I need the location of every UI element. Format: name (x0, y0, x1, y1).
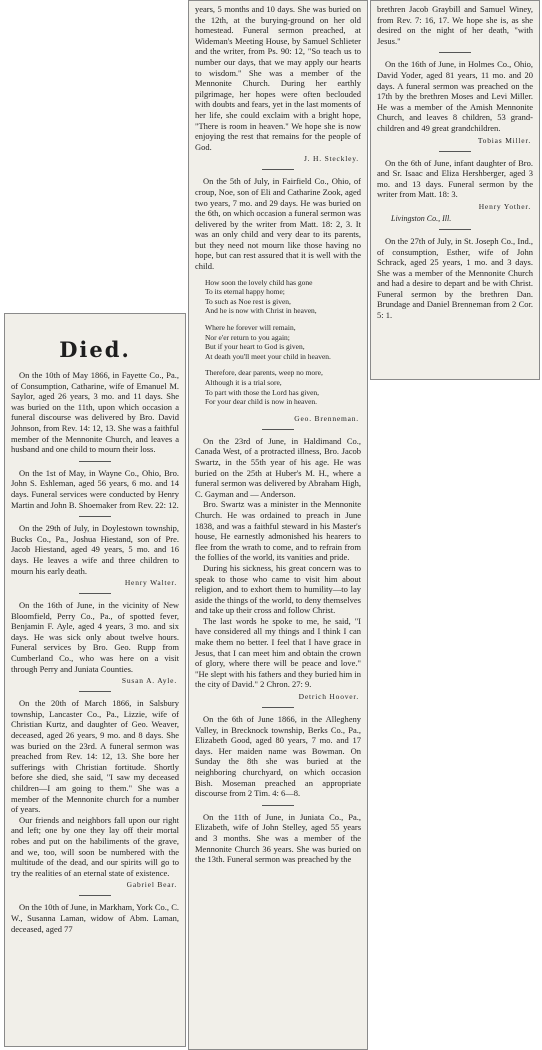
signature-steckley: J. H. Steckley. (303, 154, 359, 164)
swartz-notice: On the 23rd of June, in Haldimand Co., Canada West, of a protracted illness, Bro. Jacob Swartz, in the 55th year of his age. He was buried on the 25th at Huber's M. H., where a funeral sermon was delivered by Abraham High, C. Gayman and — Anderson. (195, 435, 361, 499)
poem-line: And he is now with Christ in heaven, (205, 306, 317, 316)
poem-line: To its eternal happy home; (205, 287, 285, 297)
eshleman-notice: On the 1st of May, in Wayne Co., Ohio, Bro. John S. Eshleman, aged 56 years, 6 mo. and 14 days. Funeral services were conducted by Henry Martin and John B. Shoemaker from Rev. 22: 12. (11, 467, 179, 510)
poem-line: To such as Noe rest is given, (205, 296, 291, 306)
signature-bear: Gabriel Bear. (126, 880, 177, 890)
signature-walter: Henry Walter. (124, 578, 177, 588)
hiestand-notice: On the 29th of July, in Doylestown township, Bucks Co., Pa., Joshua Hiestand, son of Pre. Jacob Hiestand, aged 49 years, 5 mo. and 16 days. He leaves a wife and three children to mourn his early death. (11, 523, 179, 576)
left-clipping (4, 313, 186, 1047)
memorial-poem (205, 278, 361, 407)
poem-line: Although it is a trial sore, (205, 378, 282, 387)
poem-line: Therefore, dear parents, weep no more, (205, 368, 323, 378)
zook-notice: On the 5th of July, in Fairfield Co., Ohio, of croup, Noe, son of Eli and Catharine Zook, aged two years, 7 mo. and 29 days. He was buried on the 6th, on which occasion a funeral sermon was delivered by the writer from Matt. 18: 2, 3. It was an only child and very dear to its parents, but they need not mourn like those having no hope, but can rest assured that it is well with the child. (195, 176, 361, 272)
poem-stanza (205, 323, 361, 361)
schrack-notice: On the 27th of July, in St. Joseph Co., Ind., of consumption, Esther, wife of John Schrack, aged 25 years, 1 mo. and 3 days. She was a member of the Mennonite Church and had a desire to depart and be with Christ. Funeral sermon by the brethren Dan. Brundage and Daniel Brenneman from 2 Cor. 5: 1. (377, 235, 533, 321)
poem-stanza (205, 278, 361, 316)
poem-line: At death you'll meet your child in heaven. (205, 351, 331, 361)
laman-notice: On the 10th of June, in Markham, York Co., C. W., Susanna Laman, widow of Abm. Laman, deceased, aged 77 (11, 902, 179, 934)
kurtz-reflection: Our friends and neighbors fall upon our right and left; one by one they lay off their mortal robes and put on the habiliments of the grave, and we, too, will soon be numbered with the multitude of the dead, and our spirits will go to try the realities of an eternal state of existence. (11, 814, 179, 878)
hershberger-notice: On the 6th of June, infant daughter of Bro. and Sr. Isaac and Eliza Hershberger, aged 3 mo. and 13 days. Funeral sermon by the writer from Matt. 18: 3. (377, 157, 533, 200)
kurtz-notice: On the 20th of March 1866, in Salsbury township, Lancaster Co., Pa., Lizzie, wife of Christian Kurtz, and daughter of Geo. Weaver, deceased, aged 26 years, 9 mo. and 8 days. She was buried on the 23rd. A funeral sermon was preached from Rev. 14: 12, 13. She bore her sufferings with Christian fortitude. Shortly before she died, she said, "I saw my deceased children—I am going to them." She was a member of the Mennonite church for a number of years. (11, 698, 179, 815)
divider (439, 52, 471, 53)
swartz-sickness: During his sickness, his great concern was to speak to those who came to visit him about religion, and to exhort them to humility—to lay aside the things of the world, to deny themselves and take up their cross and follow Christ. (195, 562, 361, 616)
divider (79, 516, 111, 517)
divider (262, 805, 294, 806)
poem-line: Nor e'er return to you again; (205, 332, 290, 342)
divider (262, 169, 294, 170)
signature-ayle: Susan A. Ayle. (121, 676, 177, 686)
laman-continued: years, 5 months and 10 days. She was buried on the 12th, at the burying-ground on her old homestead. Funeral sermon preached, at Wideman's Meeting House, by Samuel Schlieter and the writer, from Ps. 90: 12, "So teach us to number our days, that we may apply our hearts to wisdom." She was a member of the Mennonite Church. During her earthly pilgrimage, her hopes were often beclouded with doubts and fears, yet in the last moments of her life, she could exclaim with a bright hope, "There is room in heaven." We hope she is now enjoying the rest that remains for the people of God. (195, 4, 361, 152)
divider (79, 461, 111, 462)
signature-miller: Tobias Miller. (477, 135, 531, 145)
signature-hoover: Detrich Hoover. (298, 692, 359, 702)
divider (439, 151, 471, 152)
poem-line: To part with those the Lord has given, (205, 387, 320, 397)
yoder-notice: On the 16th of June, in Holmes Co., Ohio, David Yoder, aged 81 years, 11 mo. and 20 days. A funeral sermon was preached on the 17th by the brethren Moses and Levi Miller. He was a member of the Amish Mennonite Church, and leaves 8 children, 53 grand-children and 49 great grandchildren. (377, 59, 533, 133)
stelley-notice: On the 11th of June, in Juniata Co., Pa., Elizabeth, wife of John Stelley, aged 55 years and 3 months. She was a member of the Mennonite Church 36 years. She was buried on the 13th. Funeral sermon was preached by the (195, 811, 361, 865)
right-clipping (370, 0, 540, 380)
divider (262, 707, 294, 708)
divider (262, 429, 294, 430)
place-livingston: Livingston Co., Ill. (391, 213, 452, 223)
poem-line: For your dear child is now in heaven. (205, 397, 318, 407)
swartz-last-words: The last words he spoke to me, he said, "I have considered all my things and I think I can make them no better. I feel that I have grace in Jesus, that I can meet him and obtain the crown of glory, where there will be peace and love." "He slept with his fathers and they buried him in the city of David." 2 Chron. 27: 9. (195, 615, 361, 690)
signature-brenneman: Geo. Brenneman. (294, 413, 359, 423)
poem-line: Where he forever will remain, (205, 323, 296, 333)
middle-clipping (188, 0, 368, 1050)
good-notice: On the 6th of June 1866, in the Allegheny Valley, in Brecknock township, Berks Co., Pa., Elizabeth Good, aged 80 years, 7 mo. and 17 days. Her maiden name was Bowman. On Sunday the 8th she was buried at the neighboring churchyard, on which occasion Bish. Moseman preached an appropriate discourse from 2 Tim. 4: 6—8. (195, 714, 361, 799)
signature-yother: Henry Yother. (478, 201, 531, 211)
saylor-notice: On the 10th of May 1866, in Fayette Co., Pa., of Consumption, Catharine, wife of Emanuel M. Saylor, aged 26 years, 3 mo. and 11 days. She was buried on the 11th, upon which occasion a funeral discourse was delivered by Bro. David Johnson, from Rev. 14: 12, 13. She was a faithful member of the Mennonite Church, and leaves a husband and one child to mourn their loss. (11, 370, 179, 455)
poem-line: But if your heart to God is given, (205, 342, 305, 352)
divider (439, 229, 471, 230)
poem-line: How soon the lovely child has gone (205, 277, 313, 287)
ayle-notice: On the 16th of June, in the vicinity of New Bloomfield, Perry Co., Pa., of spotted fever, Benjamin F. Ayle, aged 4 years, 3 mo. and six days. He was sick only about twelve hours. Funeral services by Bro. Geo. Rupp from Cumberland Co., who was here on a visit through Perry and Juniata Counties. (11, 600, 179, 674)
swartz-ministry: Bro. Swartz was a minister in the Mennonite Church. He was ordained to preach in June 1838, and was a faithful steward in his Master's house, He earnestly admonished his hearers to flee from the wrath to come, and to refrain from the follies of the world, its vanities and pride. (195, 499, 361, 563)
poem-stanza (205, 368, 361, 406)
died-heading: Died. (59, 337, 131, 362)
stelley-continued: brethren Jacob Graybill and Samuel Winey, from Rev. 7: 16, 17. We hope she is, as she desired on the night of her death, "with Jesus." (377, 4, 533, 46)
divider (79, 895, 111, 896)
divider (79, 691, 111, 692)
divider (79, 593, 111, 594)
